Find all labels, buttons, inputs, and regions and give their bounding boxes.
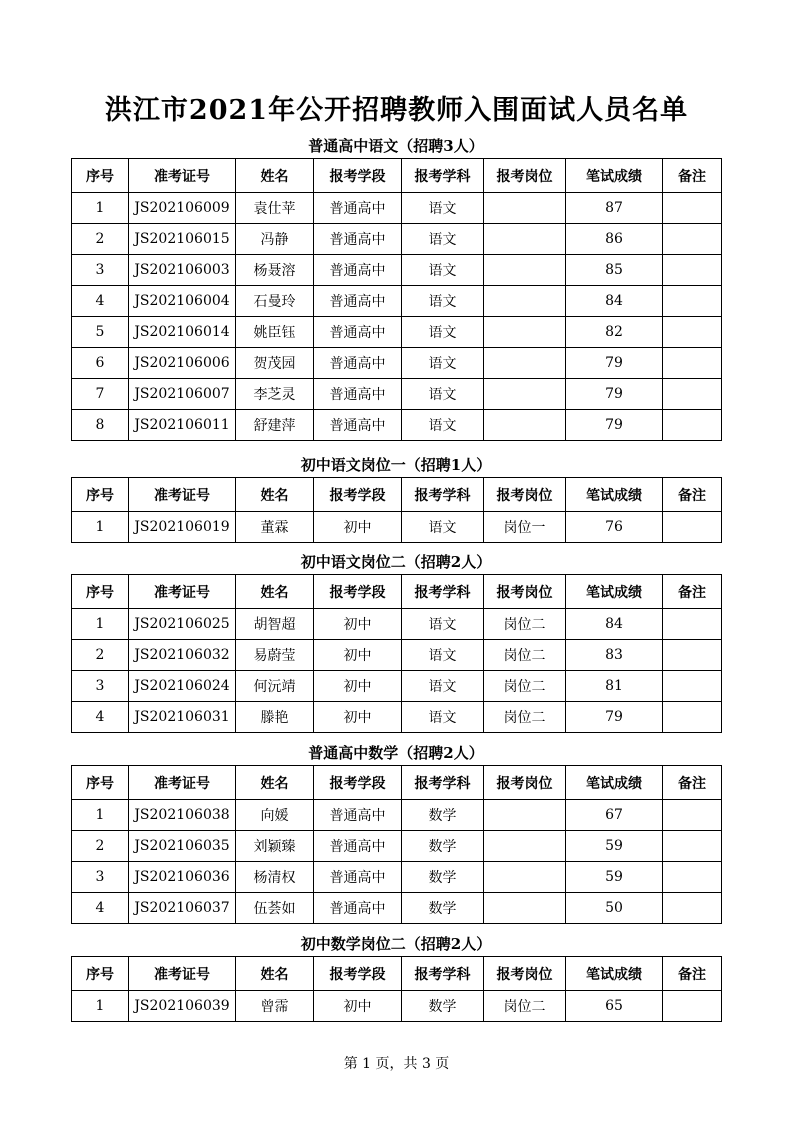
- cell-exam-id: JS202106032: [129, 640, 236, 671]
- candidate-table: [71, 956, 722, 1022]
- cell-subject: 数学: [402, 991, 484, 1022]
- table-header-row: [72, 957, 722, 991]
- cell-seq: 1: [72, 609, 129, 640]
- cell-score: 87: [566, 193, 663, 224]
- section-5: [71, 932, 721, 1022]
- cell-score: 50: [566, 893, 663, 924]
- cell-name: 冯静: [236, 224, 314, 255]
- table-header-row: [72, 575, 722, 609]
- cell-position: [484, 800, 566, 831]
- cell-name: 曾霈: [236, 991, 314, 1022]
- table-row: [72, 671, 722, 702]
- cell-score: 82: [566, 317, 663, 348]
- cell-name: 胡智超: [236, 609, 314, 640]
- cell-remark: [663, 348, 722, 379]
- page-title: 洪江市2021年公开招聘教师入围面试人员名单: [104, 95, 689, 126]
- cell-name: 杨清权: [236, 862, 314, 893]
- cell-seq: 4: [72, 893, 129, 924]
- column-header-position: 报考岗位: [484, 478, 566, 512]
- table-row: [72, 640, 722, 671]
- cell-stage: 普通高中: [314, 286, 402, 317]
- table-header-row: [72, 478, 722, 512]
- cell-score: 65: [566, 991, 663, 1022]
- cell-subject: 语文: [402, 317, 484, 348]
- cell-seq: 1: [72, 800, 129, 831]
- cell-exam-id: JS202106024: [129, 671, 236, 702]
- cell-seq: 1: [72, 512, 129, 543]
- cell-remark: [663, 379, 722, 410]
- cell-subject: 语文: [402, 348, 484, 379]
- cell-remark: [663, 862, 722, 893]
- column-header-seq: 序号: [72, 478, 129, 512]
- section-4: [71, 741, 721, 924]
- cell-stage: 普通高中: [314, 831, 402, 862]
- column-header-position: 报考岗位: [484, 766, 566, 800]
- table-row: [72, 410, 722, 441]
- cell-stage: 普通高中: [314, 224, 402, 255]
- cell-seq: 3: [72, 255, 129, 286]
- column-header-position: 报考岗位: [484, 159, 566, 193]
- cell-position: [484, 193, 566, 224]
- cell-subject: 语文: [402, 512, 484, 543]
- column-header-score: 笔试成绩: [566, 478, 663, 512]
- cell-remark: [663, 410, 722, 441]
- table-row: [72, 512, 722, 543]
- cell-seq: 2: [72, 640, 129, 671]
- cell-seq: 3: [72, 862, 129, 893]
- cell-stage: 初中: [314, 991, 402, 1022]
- column-header-score: 笔试成绩: [566, 957, 663, 991]
- cell-stage: 普通高中: [314, 193, 402, 224]
- cell-seq: 7: [72, 379, 129, 410]
- cell-stage: 普通高中: [314, 893, 402, 924]
- cell-score: 85: [566, 255, 663, 286]
- cell-exam-id: JS202106036: [129, 862, 236, 893]
- column-header-position: 报考岗位: [484, 575, 566, 609]
- cell-score: 83: [566, 640, 663, 671]
- cell-name: 舒建萍: [236, 410, 314, 441]
- cell-remark: [663, 609, 722, 640]
- table-row: [72, 255, 722, 286]
- column-header-exam-id: 准考证号: [129, 159, 236, 193]
- cell-subject: 数学: [402, 862, 484, 893]
- column-header-stage: 报考学段: [314, 766, 402, 800]
- cell-position: [484, 286, 566, 317]
- column-header-name: 姓名: [236, 766, 314, 800]
- cell-seq: 3: [72, 671, 129, 702]
- cell-exam-id: JS202106006: [129, 348, 236, 379]
- cell-name: 伍荟如: [236, 893, 314, 924]
- cell-subject: 数学: [402, 893, 484, 924]
- column-header-exam-id: 准考证号: [129, 766, 236, 800]
- table-row: [72, 862, 722, 893]
- section-title: 初中数学岗位二（招聘2人）: [300, 935, 492, 953]
- table-row: [72, 831, 722, 862]
- cell-name: 杨聂溶: [236, 255, 314, 286]
- cell-name: 李芝灵: [236, 379, 314, 410]
- cell-seq: 4: [72, 702, 129, 733]
- column-header-score: 笔试成绩: [566, 575, 663, 609]
- cell-seq: 2: [72, 831, 129, 862]
- cell-stage: 普通高中: [314, 410, 402, 441]
- cell-position: [484, 379, 566, 410]
- cell-stage: 初中: [314, 702, 402, 733]
- cell-exam-id: JS202106019: [129, 512, 236, 543]
- section-3: [71, 550, 721, 733]
- column-header-remark: 备注: [663, 957, 722, 991]
- cell-exam-id: JS202106031: [129, 702, 236, 733]
- cell-remark: [663, 512, 722, 543]
- cell-exam-id: JS202106039: [129, 991, 236, 1022]
- cell-score: 86: [566, 224, 663, 255]
- candidate-table: [71, 574, 722, 733]
- cell-stage: 初中: [314, 512, 402, 543]
- cell-name: 董霖: [236, 512, 314, 543]
- cell-name: 姚臣钰: [236, 317, 314, 348]
- cell-position: [484, 255, 566, 286]
- table-row: [72, 348, 722, 379]
- cell-position: 岗位二: [484, 702, 566, 733]
- cell-stage: 普通高中: [314, 379, 402, 410]
- cell-subject: 语文: [402, 379, 484, 410]
- cell-exam-id: JS202106011: [129, 410, 236, 441]
- column-header-exam-id: 准考证号: [129, 957, 236, 991]
- table-row: [72, 702, 722, 733]
- cell-seq: 5: [72, 317, 129, 348]
- cell-exam-id: JS202106035: [129, 831, 236, 862]
- column-header-subject: 报考学科: [402, 478, 484, 512]
- column-header-name: 姓名: [236, 159, 314, 193]
- cell-remark: [663, 671, 722, 702]
- cell-stage: 普通高中: [314, 862, 402, 893]
- column-header-seq: 序号: [72, 766, 129, 800]
- candidate-table: [71, 158, 722, 441]
- cell-remark: [663, 702, 722, 733]
- cell-stage: 初中: [314, 640, 402, 671]
- column-header-exam-id: 准考证号: [129, 575, 236, 609]
- section-title: 初中语文岗位二（招聘2人）: [300, 553, 492, 571]
- section-title: 初中语文岗位一（招聘1人）: [300, 456, 492, 474]
- column-header-remark: 备注: [663, 766, 722, 800]
- cell-position: 岗位二: [484, 671, 566, 702]
- cell-stage: 普通高中: [314, 348, 402, 379]
- cell-stage: 初中: [314, 609, 402, 640]
- cell-score: 79: [566, 348, 663, 379]
- cell-exam-id: JS202106015: [129, 224, 236, 255]
- cell-seq: 8: [72, 410, 129, 441]
- cell-score: 79: [566, 379, 663, 410]
- cell-score: 84: [566, 609, 663, 640]
- column-header-exam-id: 准考证号: [129, 478, 236, 512]
- table-row: [72, 609, 722, 640]
- cell-exam-id: JS202106007: [129, 379, 236, 410]
- table-header-row: [72, 159, 722, 193]
- cell-position: 岗位二: [484, 991, 566, 1022]
- cell-position: [484, 862, 566, 893]
- column-header-subject: 报考学科: [402, 159, 484, 193]
- cell-stage: 普通高中: [314, 317, 402, 348]
- candidate-table: [71, 477, 722, 543]
- section-2: [71, 453, 721, 543]
- table-row: [72, 317, 722, 348]
- cell-seq: 4: [72, 286, 129, 317]
- cell-exam-id: JS202106038: [129, 800, 236, 831]
- cell-exam-id: JS202106014: [129, 317, 236, 348]
- column-header-stage: 报考学段: [314, 957, 402, 991]
- cell-subject: 语文: [402, 609, 484, 640]
- column-header-name: 姓名: [236, 575, 314, 609]
- column-header-seq: 序号: [72, 957, 129, 991]
- column-header-name: 姓名: [236, 478, 314, 512]
- column-header-score: 笔试成绩: [566, 159, 663, 193]
- cell-exam-id: JS202106037: [129, 893, 236, 924]
- table-row: [72, 991, 722, 1022]
- cell-stage: 普通高中: [314, 800, 402, 831]
- table-row: [72, 893, 722, 924]
- cell-name: 向媛: [236, 800, 314, 831]
- table-row: [72, 379, 722, 410]
- cell-remark: [663, 831, 722, 862]
- cell-position: 岗位一: [484, 512, 566, 543]
- cell-subject: 语文: [402, 671, 484, 702]
- column-header-name: 姓名: [236, 957, 314, 991]
- cell-subject: 语文: [402, 410, 484, 441]
- column-header-stage: 报考学段: [314, 159, 402, 193]
- cell-position: [484, 224, 566, 255]
- cell-seq: 1: [72, 193, 129, 224]
- cell-subject: 语文: [402, 255, 484, 286]
- cell-score: 81: [566, 671, 663, 702]
- cell-subject: 数学: [402, 800, 484, 831]
- cell-name: 贺茂园: [236, 348, 314, 379]
- column-header-remark: 备注: [663, 159, 722, 193]
- column-header-subject: 报考学科: [402, 957, 484, 991]
- cell-score: 79: [566, 410, 663, 441]
- column-header-score: 笔试成绩: [566, 766, 663, 800]
- column-header-stage: 报考学段: [314, 575, 402, 609]
- cell-score: 79: [566, 702, 663, 733]
- cell-subject: 数学: [402, 831, 484, 862]
- cell-position: [484, 348, 566, 379]
- cell-remark: [663, 317, 722, 348]
- cell-remark: [663, 991, 722, 1022]
- cell-remark: [663, 255, 722, 286]
- cell-score: 59: [566, 862, 663, 893]
- table-row: [72, 286, 722, 317]
- cell-stage: 普通高中: [314, 255, 402, 286]
- table-header-row: [72, 766, 722, 800]
- cell-remark: [663, 640, 722, 671]
- cell-position: [484, 893, 566, 924]
- candidate-table: [71, 765, 722, 924]
- column-header-stage: 报考学段: [314, 478, 402, 512]
- column-header-seq: 序号: [72, 575, 129, 609]
- column-header-subject: 报考学科: [402, 766, 484, 800]
- cell-remark: [663, 800, 722, 831]
- cell-name: 石曼玲: [236, 286, 314, 317]
- column-header-remark: 备注: [663, 478, 722, 512]
- cell-exam-id: JS202106004: [129, 286, 236, 317]
- cell-score: 84: [566, 286, 663, 317]
- table-row: [72, 193, 722, 224]
- cell-subject: 语文: [402, 702, 484, 733]
- cell-name: 易蔚莹: [236, 640, 314, 671]
- cell-score: 59: [566, 831, 663, 862]
- cell-stage: 初中: [314, 671, 402, 702]
- cell-position: [484, 317, 566, 348]
- column-header-seq: 序号: [72, 159, 129, 193]
- cell-position: [484, 831, 566, 862]
- cell-remark: [663, 893, 722, 924]
- cell-name: 袁仕苹: [236, 193, 314, 224]
- column-header-position: 报考岗位: [484, 957, 566, 991]
- column-header-remark: 备注: [663, 575, 722, 609]
- page-footer: 第 1 页，共 3 页: [343, 1056, 450, 1072]
- section-title: 普通高中语文（招聘3人）: [308, 137, 484, 155]
- cell-exam-id: JS202106003: [129, 255, 236, 286]
- cell-score: 67: [566, 800, 663, 831]
- table-row: [72, 800, 722, 831]
- cell-position: [484, 410, 566, 441]
- cell-subject: 语文: [402, 640, 484, 671]
- cell-seq: 1: [72, 991, 129, 1022]
- cell-exam-id: JS202106009: [129, 193, 236, 224]
- cell-subject: 语文: [402, 224, 484, 255]
- section-1: [71, 134, 721, 441]
- cell-name: 何沅靖: [236, 671, 314, 702]
- cell-position: 岗位二: [484, 609, 566, 640]
- cell-name: 滕艳: [236, 702, 314, 733]
- cell-remark: [663, 286, 722, 317]
- cell-remark: [663, 193, 722, 224]
- cell-subject: 语文: [402, 286, 484, 317]
- cell-position: 岗位二: [484, 640, 566, 671]
- cell-seq: 2: [72, 224, 129, 255]
- column-header-subject: 报考学科: [402, 575, 484, 609]
- cell-exam-id: JS202106025: [129, 609, 236, 640]
- cell-remark: [663, 224, 722, 255]
- cell-seq: 6: [72, 348, 129, 379]
- table-row: [72, 224, 722, 255]
- cell-score: 76: [566, 512, 663, 543]
- section-title: 普通高中数学（招聘2人）: [308, 744, 484, 762]
- cell-subject: 语文: [402, 193, 484, 224]
- cell-name: 刘颖臻: [236, 831, 314, 862]
